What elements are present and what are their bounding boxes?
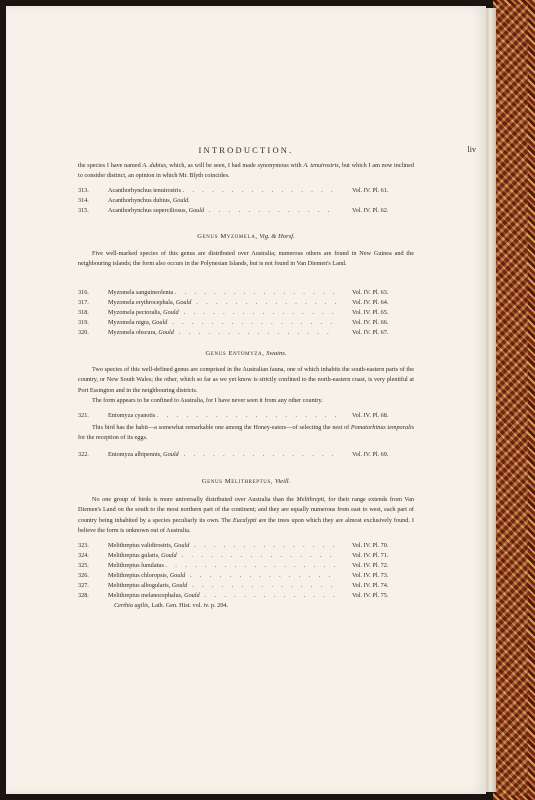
species-entry: 327. Melithreptus albogularis, Gould . . . Vol. IV. Pl. 74. (78, 581, 414, 591)
melithreptus-paragraph: No one group of birds is more universally distributed over Australia than the Melithrepti, for their range extends from Van Diemen's Land on the south to the most northern part of the continent; and they are equally numerous from east to west, each part of country being inhabited by a species peculiarly its own. The Eucalypti are the trees upon which they are almost exclusively found. I believe the form is unknown out of Australia. (78, 496, 415, 535)
species-list-melithreptus (78, 541, 414, 601)
species-list-myzomela (78, 288, 414, 338)
myzomela-paragraph: Five well-marked species of this genus are distributed over Australia; numerous others are found in New Guinea and the neighbouring islands; the form also occurs in the Polynesian Islands, but is not found in Van Diemen's Land. (78, 250, 414, 268)
genus-heading-melithreptus: Genus Melithreptus, Vieill. (201, 478, 291, 485)
no-leader: Acanthorhynchus dubius, Gould. (108, 197, 190, 204)
book-page (6, 6, 486, 794)
species-entry: 314. Acanthorhynchus dubius, Gould. (78, 196, 414, 206)
intro-paragraph: the species I have named A. dubius, which, as will be seen, I had made synonymous with A. tenuirostris, but which I am now inclined to consider distinct, an opinion in which Mr. Blyth coincides. (78, 162, 414, 180)
species-entry: 320. Myzomela obscura, Gould . . . Vol. IV. Pl. 67. (78, 328, 414, 338)
binding-pattern (496, 4, 528, 796)
species-entry: 324. Melithreptus gularis, Gould . . . Vol. IV. Pl. 71. (78, 551, 414, 561)
entomyza-paragraph: Two species of this well-defined genus are comprised in the Australian fauna, one of which inhabits the south-eastern parts of the country, or New South Wales; the other, which so far as we yet know is strictly confined to the north-eastern coast, is very plentiful at Port Essington and in the neighbouring districts. The form appears to be confined to Australia, for I have never seen it from any other country. (78, 366, 414, 405)
running-header: INTRODUCTION. (198, 145, 294, 155)
species-entry: 313. Acanthorhynchus tenuirostris . . . Vol. IV. Pl. 61. (78, 186, 414, 196)
species-entry: 328. Melithreptus melanocephalus, Gould . . . Vol. IV. Pl. 75. (78, 591, 414, 601)
genus-heading-entomyza: Genus Entomyza, Swains. (205, 350, 287, 357)
species-entry: 317. Myzomela erythrocephala, Gould . . . Vol. IV. Pl. 64. (78, 298, 414, 308)
species-entry: 322. Entomyza albipennis, Gould . . . Vol. IV. Pl. 69. (78, 450, 414, 460)
species-entry: 318. Myzomela pectoralis, Gould . . . Vol. IV. Pl. 65. (78, 308, 414, 318)
entomyza-note-paragraph: This bird has the habit—a somewhat remarkable one among the Honey-eaters—of selecting the nest of Pomatorhinus temporalis for the reception of its eggs. (78, 424, 414, 442)
species-list-entomyza-2 (78, 450, 414, 460)
species-list-entomyza-1 (78, 411, 414, 421)
species-entry: 321. Entomyza cyanotis . . . Vol. IV. Pl. 68. (78, 411, 414, 421)
species-entry: 326. Melithreptus chloropsis, Gould . . . Vol. IV. Pl. 73. (78, 571, 414, 581)
genus-heading-myzomela: Genus Myzomela, Vig. & Horsf. (197, 233, 295, 240)
species-entry: 319. Myzomela nigra, Gould . . . Vol. IV. Pl. 66. (78, 318, 414, 328)
species-entry: 315. Acanthorhynchus superciliosus, Gould . . . Vol. IV. Pl. 62. (78, 206, 414, 216)
synonym-note: Certhia agilis, Lath. Gen. Hist. vol. iv. p. 204. (114, 602, 229, 609)
species-entry: 325. Melithreptus lunulatus . . . Vol. IV. Pl. 72. (78, 561, 414, 571)
species-entry: 316. Myzomela sanguineolenta . . . Vol. IV. Pl. 63. (78, 288, 414, 298)
page-number: liv (467, 145, 476, 154)
species-entry: 323. Melithreptus validirostris, Gould . . . Vol. IV. Pl. 70. (78, 541, 414, 551)
species-list-acanthorhynchus (78, 186, 414, 216)
